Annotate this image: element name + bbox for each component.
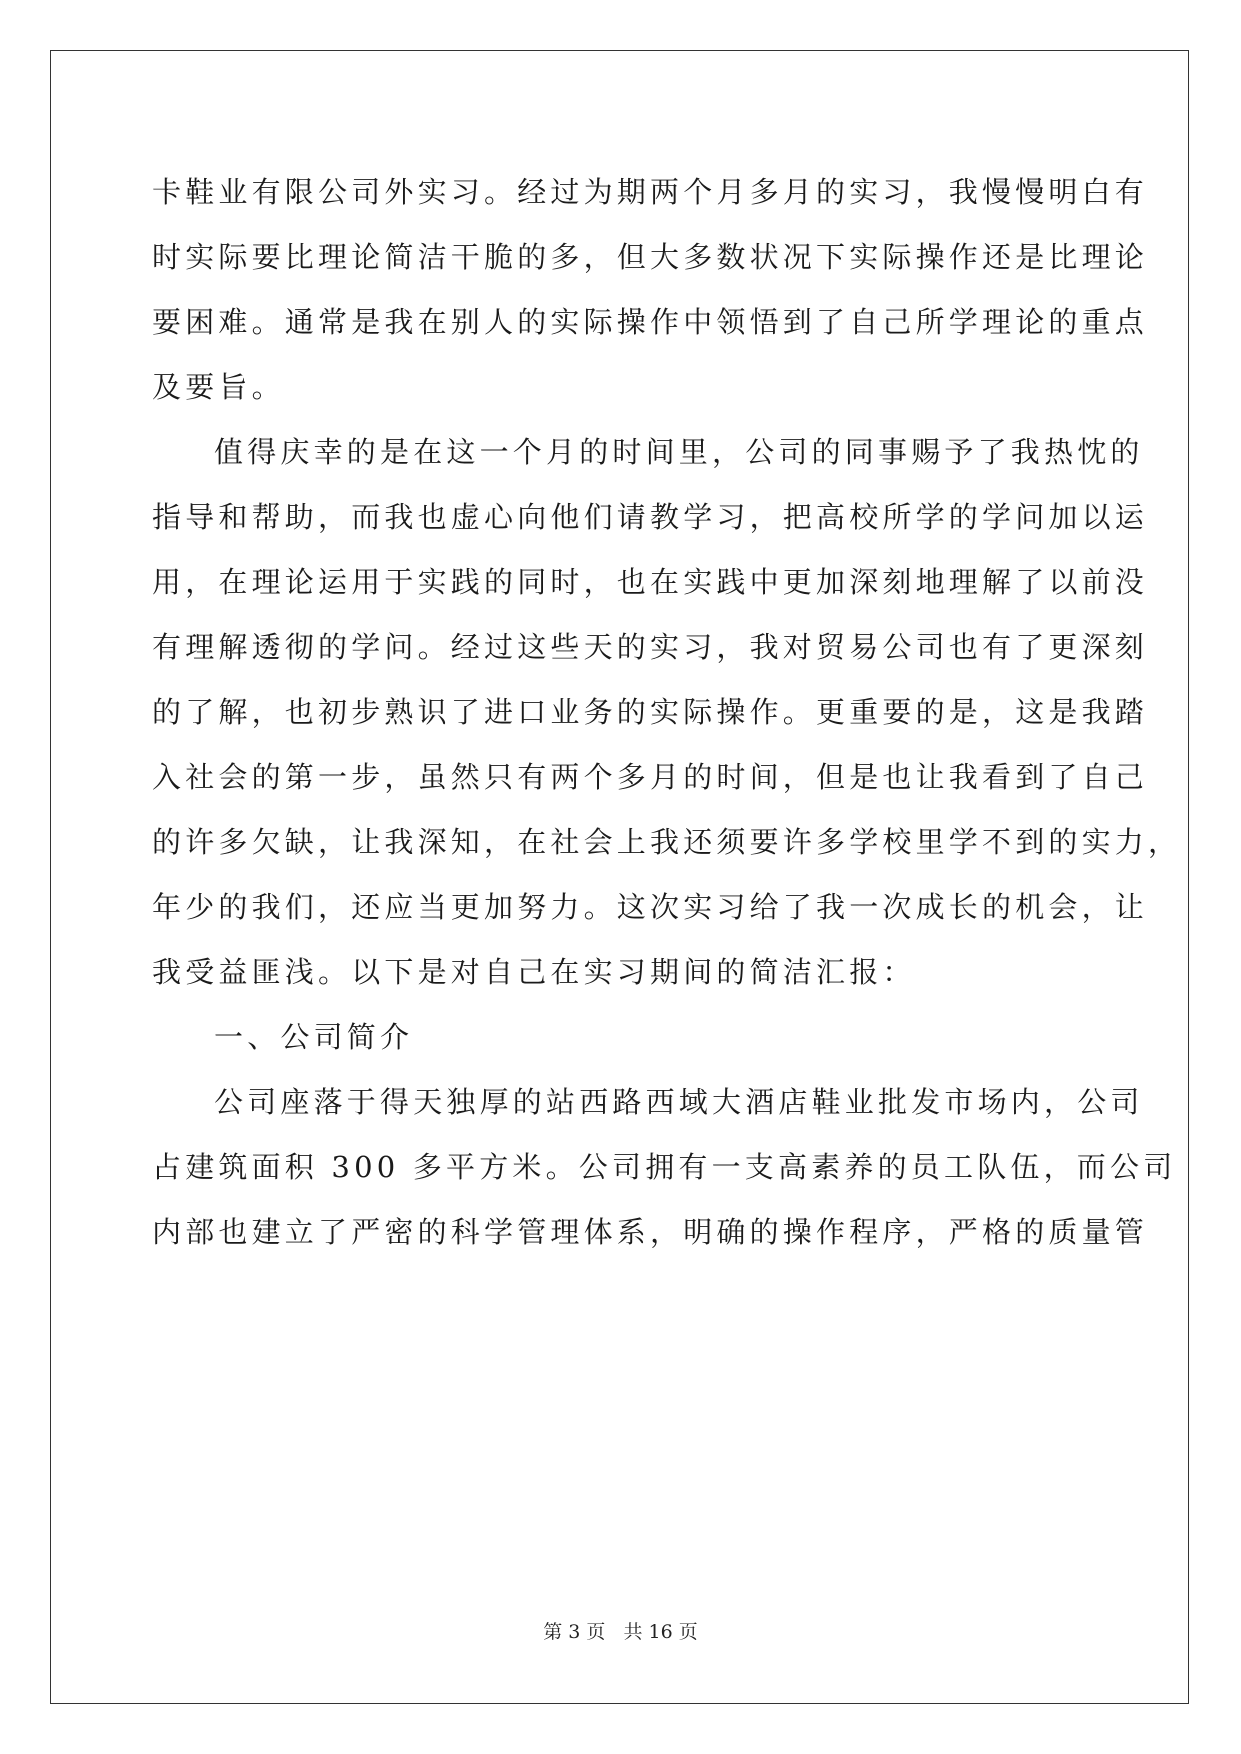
page-footer — [0, 1617, 1241, 1644]
text-line: 内部也建立了严密的科学管理体系，明确的操作程序，严格的质量管 — [152, 1215, 1149, 1249]
text-line: 有理解透彻的学问。经过这些天的实习，我对贸易公司也有了更深刻 — [152, 630, 1149, 664]
text-line: 公司座落于得天独厚的站西路西域大酒店鞋业批发市场内，公司 — [214, 1085, 1144, 1119]
text-line: 值得庆幸的是在这一个月的时间里，公司的同事赐予了我热忱的 — [214, 435, 1144, 469]
text-line: 用，在理论运用于实践的同时，也在实践中更加深刻地理解了以前没 — [152, 565, 1149, 599]
text-line: 及要旨。 — [152, 370, 285, 404]
paragraph — [152, 1070, 1177, 1265]
text-line: 年少的我们，还应当更加努力。这次实习给了我一次成长的机会，让 — [152, 890, 1149, 924]
text-line: 要困难。通常是我在别人的实际操作中领悟到了自己所学理论的重点 — [152, 305, 1149, 339]
page-number: 第 3 页 — [543, 1621, 606, 1643]
document-body — [152, 160, 1182, 1265]
paragraph — [152, 160, 1149, 420]
text-line: 一、公司简介 — [214, 1020, 414, 1054]
text-line: 卡鞋业有限公司外实习。经过为期两个月多月的实习，我慢慢明白有 — [152, 175, 1149, 209]
text-line: 入社会的第一步，虽然只有两个多月的时间，但是也让我看到了自己 — [152, 760, 1149, 794]
text-line: 时实际要比理论简洁干脆的多，但大多数状况下实际操作还是比理论 — [152, 240, 1149, 274]
text-line: 的许多欠缺，让我深知，在社会上我还须要许多学校里学不到的实力， — [152, 825, 1182, 859]
text-line: 的了解，也初步熟识了进口业务的实际操作。更重要的是，这是我踏 — [152, 695, 1149, 729]
section-heading — [152, 1005, 1092, 1070]
text-line: 指导和帮助，而我也虚心向他们请教学习，把高校所学的学问加以运 — [152, 500, 1149, 534]
text-line: 我受益匪浅。以下是对自己在实习期间的简洁汇报： — [152, 955, 916, 989]
paragraph — [152, 420, 1182, 1005]
text-line: 占建筑面积 300 多平方米。公司拥有一支高素养的员工队伍，而公司 — [152, 1150, 1177, 1184]
page-total: 共 16 页 — [623, 1621, 698, 1643]
